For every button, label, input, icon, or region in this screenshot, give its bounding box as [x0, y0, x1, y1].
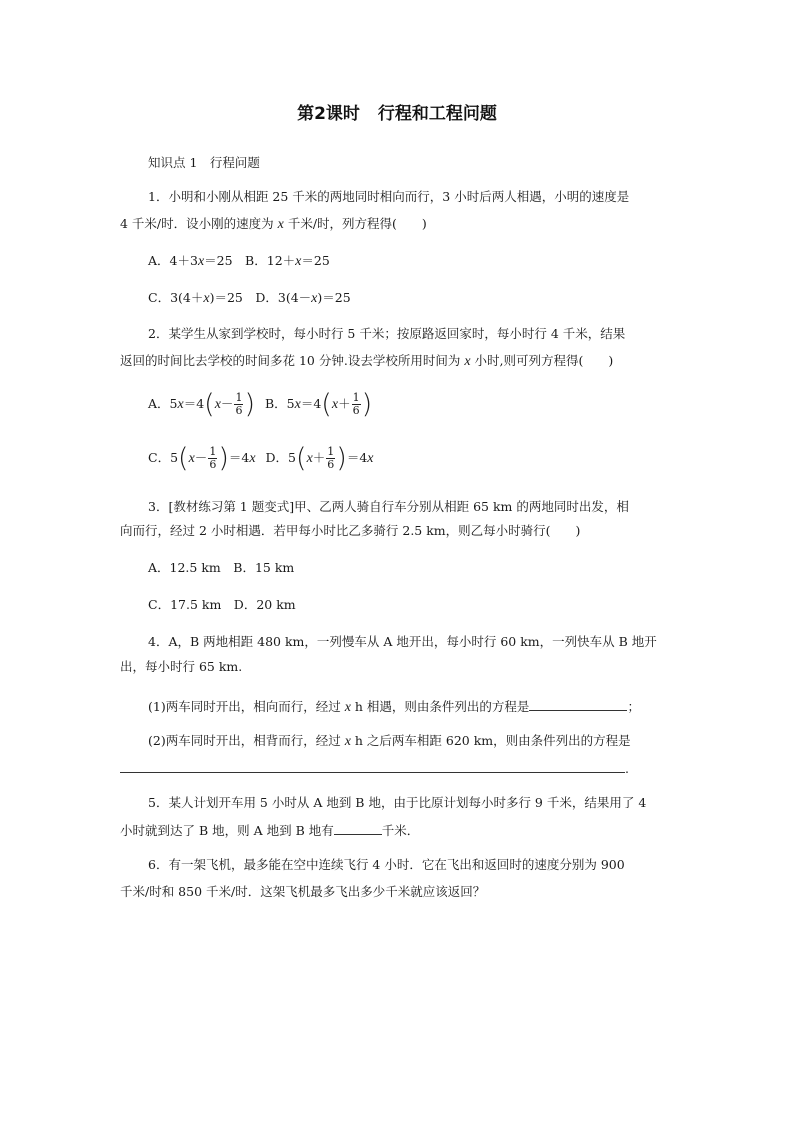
q1-option-b-part2: ＝25 [301, 253, 330, 268]
frac-num: 1 [327, 445, 335, 458]
frac-den: 6 [235, 404, 243, 417]
answer-blank-q4-1[interactable] [529, 698, 627, 711]
q1-options-cd [148, 292, 351, 306]
q1-line1: 1．小明和小刚从相距 25 千米的两地同时相向而行，3 小时后两人相遇，小明的速度是 [148, 189, 630, 204]
q4-variable: x [344, 734, 351, 749]
q2-option-a-label: A．5 [148, 396, 178, 412]
q1-options-ab [148, 255, 330, 269]
paren-open: ( [204, 389, 215, 420]
frac-den: 6 [209, 458, 217, 471]
q2-option-var: x [214, 396, 221, 412]
q4-sub2-text-b: h 之后两车相距 620 km，则由条件列出的方程是 [354, 733, 631, 748]
q1-line2-text-b: 千米/时，列方程得( ) [287, 216, 427, 231]
q2-line2 [120, 355, 613, 369]
q4-sub1-end: ； [627, 699, 640, 714]
q1-line2-text-a: 4 千米/时．设小刚的速度为 [120, 216, 274, 231]
q1-option-a-part1: A．4＋3 [148, 253, 198, 268]
paren-open: ( [178, 443, 189, 474]
q2-option-var: x [306, 450, 313, 466]
fraction-one-sixth [208, 446, 217, 471]
paren-open: ( [321, 389, 332, 420]
q2-option-b-label: B．5 [264, 396, 295, 412]
q2-line2-text-a: 返回的时间比去学校的时间多花 10 分钟.设去学校所用时间为 [120, 353, 461, 368]
q2-option-var: x [188, 450, 195, 466]
fraction-one-sixth [234, 392, 243, 417]
q1-variable: x [277, 217, 284, 232]
fraction-one-sixth [326, 446, 335, 471]
q5-line2 [120, 822, 419, 838]
lesson-number: 第2课时 [297, 104, 360, 124]
page-title [0, 106, 794, 123]
q1-option-var: x [311, 291, 318, 306]
minus-sign: － [194, 450, 208, 466]
q2-line2-text-b: 小时,则可列方程得( ) [474, 353, 614, 368]
q4-line2: 出，每小时行 65 km. [120, 659, 243, 674]
q4-sub1-text-a: (1)两车同时开出，相向而行，经过 [148, 699, 341, 714]
q1-line2 [120, 218, 427, 232]
q2-options-cd [148, 445, 374, 472]
q2-option-var: x [294, 396, 301, 412]
q4-sub2 [148, 735, 631, 749]
q2-option-b-eq: ＝4 [300, 396, 322, 412]
q2-variable: x [464, 354, 471, 369]
q2-options-ab [148, 391, 372, 418]
q1-option-a-part2: ＝25 B．12＋ [204, 253, 296, 268]
q5-line1: 5．某人计划开车用 5 小时从 A 地到 B 地，由于比原计划每小时多行 9 千米，结果用了 4 [148, 795, 647, 810]
q2-option-d-eq: ＝4 [346, 450, 368, 466]
q1-option-var: x [295, 254, 302, 269]
q1-option-var: x [197, 254, 205, 269]
q4-sub2-text-a: (2)两车同时开出，相背而行，经过 [148, 733, 341, 748]
q6-line2: 千米/时和 850 千米/时．这架飞机最多飞出多少千米就应该返回？ [120, 884, 486, 899]
q2-option-c-label: C．5 [148, 450, 179, 466]
frac-num: 1 [235, 391, 243, 404]
paren-close: ) [244, 389, 255, 420]
q3-options-ab: A．12.5 km B．15 km [148, 560, 295, 575]
frac-den: 6 [327, 458, 335, 471]
fraction-one-sixth [352, 392, 361, 417]
plus-sign: ＋ [312, 450, 326, 466]
q4-variable: x [344, 700, 351, 715]
frac-den: 6 [352, 404, 360, 417]
frac-num: 1 [209, 445, 217, 458]
q4-sub1-text-b: h 相遇，则由条件列出的方程是 [354, 699, 530, 714]
paren-close: ) [361, 389, 373, 420]
answer-blank-q4-2[interactable] [120, 760, 625, 773]
q2-option-var: x [249, 450, 256, 466]
q4-sub2-answer-line [120, 760, 629, 776]
q1-option-d-part2: )＝25 [317, 290, 351, 305]
section-heading: 知识点 1 行程问题 [148, 155, 260, 170]
frac-num: 1 [352, 391, 360, 404]
q3-options-cd: C．17.5 km D．20 km [148, 597, 296, 612]
q4-sub1 [148, 698, 640, 715]
q3-line2: 向而行，经过 2 小时相遇．若甲每小时比乙多骑行 2.5 km，则乙每小时骑行( ) [120, 523, 581, 538]
q5-line2-text-b: 千米． [381, 823, 420, 838]
q2-option-var: x [367, 450, 374, 466]
q2-option-d-label: D．5 [265, 450, 297, 466]
q2-option-c-eq: ＝4 [228, 450, 250, 466]
q2-line1: 2．某学生从家到学校时，每小时行 5 千米；按原路返回家时，每小时行 4 千米，结果 [148, 326, 626, 341]
q1-option-c-part2: )＝25 D．3(4－ [209, 290, 312, 305]
q4-line1: 4．A，B 两地相距 480 km，一列慢车从 A 地开出，每小时行 60 km，一列快车从 B 地开 [148, 634, 657, 649]
paren-open: ( [296, 443, 307, 474]
q2-option-var: x [331, 396, 339, 412]
lesson-topic: 行程和工程问题 [377, 104, 497, 124]
plus-sign: ＋ [338, 396, 351, 412]
q3-line1: 3．[教材练习第 1 题变式]甲、乙两人骑自行车分别从相距 65 km 的两地同时出发，相 [148, 499, 629, 514]
minus-sign: － [220, 396, 234, 412]
answer-blank-q5[interactable] [334, 822, 382, 835]
q1-option-c-part1: C．3(4＋ [148, 290, 204, 305]
q6-line1: 6．有一架飞机，最多能在空中连续飞行 4 小时．它在飞出和返回时的速度分别为 900 [148, 857, 625, 872]
paren-close: ) [218, 443, 229, 474]
q1-option-var: x [203, 291, 210, 306]
q4-sub2-end: . [625, 761, 629, 776]
q2-option-a-eq: ＝4 [183, 396, 205, 412]
paren-close: ) [336, 443, 347, 474]
q2-option-var: x [177, 396, 184, 412]
q5-line2-text-a: 小时就到达了 B 地，则 A 地到 B 地有 [120, 823, 334, 838]
